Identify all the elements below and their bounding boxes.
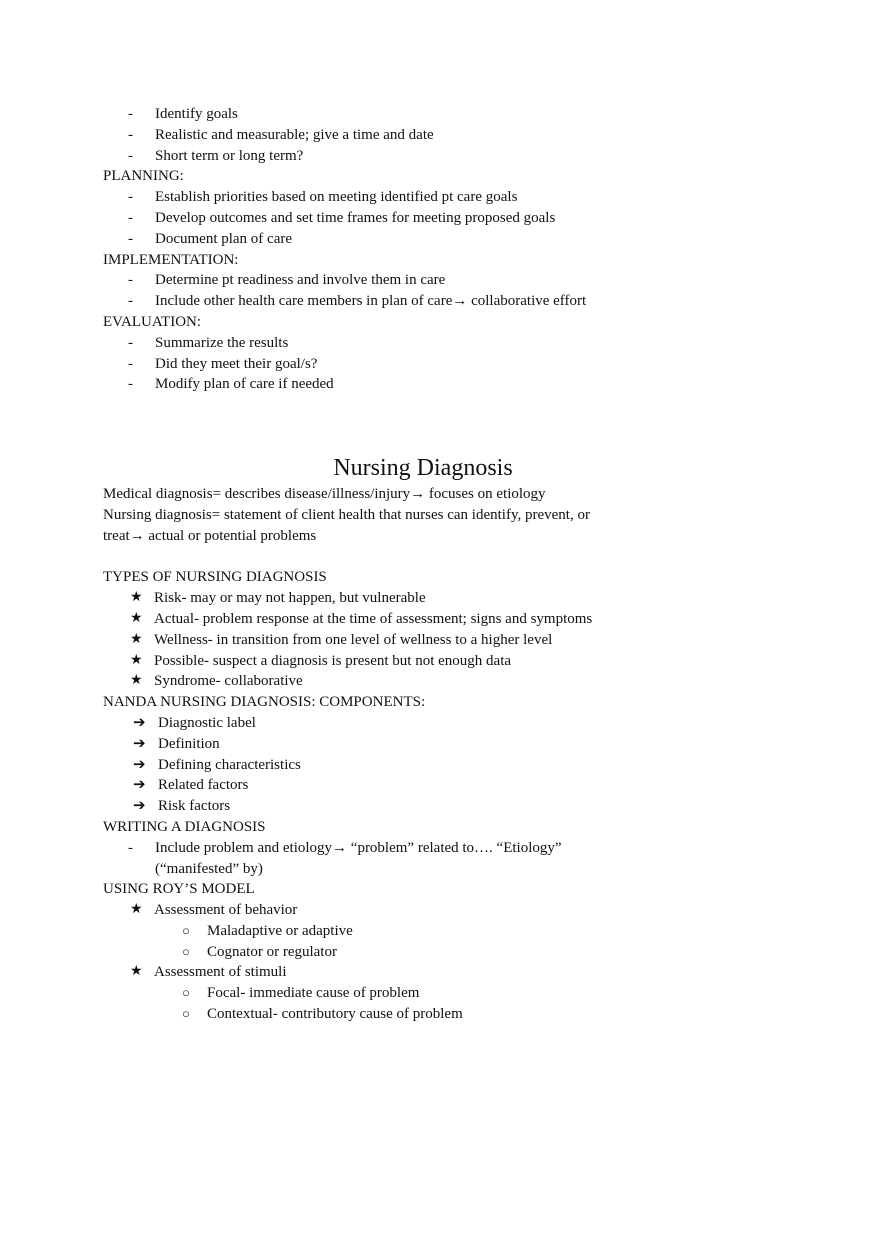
list-item [103,125,803,146]
list-item [103,630,803,651]
line-text: Contextual- contributory cause of problem [207,1006,463,1023]
line-text: Identify goals [155,106,238,122]
line-text: Establish priorities based on meeting identified pt care goals [155,189,518,206]
list-item [103,333,803,354]
star-bullet-icon: ★ [130,673,143,689]
list-item [103,609,803,630]
list-item [103,588,803,609]
dash-bullet-icon: - [128,272,133,289]
arrow-bullet-icon: ➔ [133,735,146,752]
line-text: IMPLEMENTATION: [103,251,239,268]
line-text: Risk factors [158,798,231,815]
dash-bullet-icon: - [128,147,133,164]
arrow-bullet-icon: ➔ [133,798,146,815]
list-item [103,755,803,776]
line-text: Diagnostic label [158,714,256,731]
list-item [103,859,803,880]
section-title: Nursing Diagnosis [333,455,513,482]
dash-bullet-icon: - [128,355,133,372]
arrow-bullet-icon: ➔ [133,777,146,794]
line-text: Defining characteristics [158,756,301,773]
list-item [103,354,803,375]
text-line [103,166,803,187]
text-line [103,312,803,333]
nursing-process-list [103,104,803,395]
list-item [103,104,803,125]
dash-bullet-icon: - [128,376,133,393]
line-text: Did they meet their goal/s? [155,355,318,372]
line-text: NANDA NURSING DIAGNOSIS: COMPONENTS: [103,694,426,711]
line-text: Develop outcomes and set time frames for meeting proposed goals [155,209,556,226]
list-item [103,291,803,312]
list-item [103,983,803,1004]
text-line [103,817,803,838]
line-text: Possible- suspect a diagnosis is present but not enough data [154,652,512,669]
line-text: Determine pt readiness and involve them in care [155,272,446,289]
line-text: Medical diagnosis= describes disease/illness/injury→ focuses on etiology [103,486,546,503]
line-text: Maladaptive or adaptive [207,922,353,939]
dash-bullet-icon: - [128,126,133,143]
dash-bullet-icon: - [128,189,133,206]
list-item [103,734,803,755]
star-bullet-icon: ★ [130,590,143,606]
text-line [103,692,803,713]
line-text: EVALUATION: [103,313,202,330]
dash-bullet-icon: - [128,293,133,310]
line-text: Include other health care members in plan of care→ collaborative effort [155,293,587,310]
list-item [103,270,803,291]
list-item [103,713,803,734]
circle-bullet-icon: ○ [182,1006,190,1022]
line-text: Wellness- in transition from one level of wellness to a higher level [154,631,553,648]
line-text: Assessment of stimuli [154,964,287,981]
list-item [103,671,803,692]
line-text: Risk- may or may not happen, but vulnerable [154,590,426,607]
dash-bullet-icon: - [128,839,133,856]
line-text: Realistic and measurable; give a time and date [155,126,434,143]
list-item [103,146,803,167]
list-item [103,838,803,859]
circle-bullet-icon: ○ [182,922,190,938]
line-text: Assessment of behavior [154,902,298,919]
star-bullet-icon: ★ [130,652,143,668]
circle-bullet-icon: ○ [182,943,190,959]
line-text: Nursing diagnosis= statement of client health that nurses can identify, prevent, or [103,506,590,523]
line-text: TYPES OF NURSING DIAGNOSIS [103,569,327,586]
star-bullet-icon: ★ [130,902,143,918]
line-text: treat→ actual or potential problems [103,527,317,544]
list-item [103,900,803,921]
text-line [103,484,803,505]
line-text: Document plan of care [155,230,293,247]
list-item [103,208,803,229]
line-text: Modify plan of care if needed [155,376,334,393]
list-item [103,962,803,983]
line-text: Focal- immediate cause of problem [207,985,420,1002]
star-bullet-icon: ★ [130,610,143,626]
line-text: Actual- problem response at the time of assessment; signs and symptoms [154,610,593,627]
line-text: USING ROY’S MODEL [103,881,255,898]
line-text: Cognator or regulator [207,943,337,960]
line-text: Short term or long term? [155,147,304,164]
document-page [103,104,803,1025]
star-bullet-icon: ★ [130,631,143,647]
list-item [103,775,803,796]
list-item [103,921,803,942]
line-text: Definition [158,735,220,752]
list-item [103,229,803,250]
circle-bullet-icon: ○ [182,985,190,1001]
text-line [103,567,803,588]
line-text: (“manifested” by) [155,860,263,877]
line-text: Syndrome- collaborative [154,673,303,690]
list-item [103,187,803,208]
nursing-diagnosis-section [103,484,803,1025]
list-item [103,942,803,963]
star-bullet-icon: ★ [130,964,143,980]
dash-bullet-icon: - [128,230,133,247]
dash-bullet-icon: - [128,334,133,351]
arrow-bullet-icon: ➔ [133,714,146,731]
dash-bullet-icon: - [128,209,133,226]
line-text: PLANNING: [103,168,184,185]
list-item [103,651,803,672]
line-text: Related factors [158,777,249,794]
text-line [103,526,803,547]
text-line [103,250,803,271]
arrow-bullet-icon: ➔ [133,756,146,773]
line-text: Include problem and etiology→ “problem” related to…. “Etiology” [155,839,562,856]
list-item [103,1004,803,1025]
blank-line [103,547,803,568]
list-item [103,374,803,395]
list-item [103,796,803,817]
text-line [103,505,803,526]
line-text: WRITING A DIAGNOSIS [103,818,266,835]
text-line [103,879,803,900]
dash-bullet-icon: - [128,106,133,122]
line-text: Summarize the results [155,334,289,351]
